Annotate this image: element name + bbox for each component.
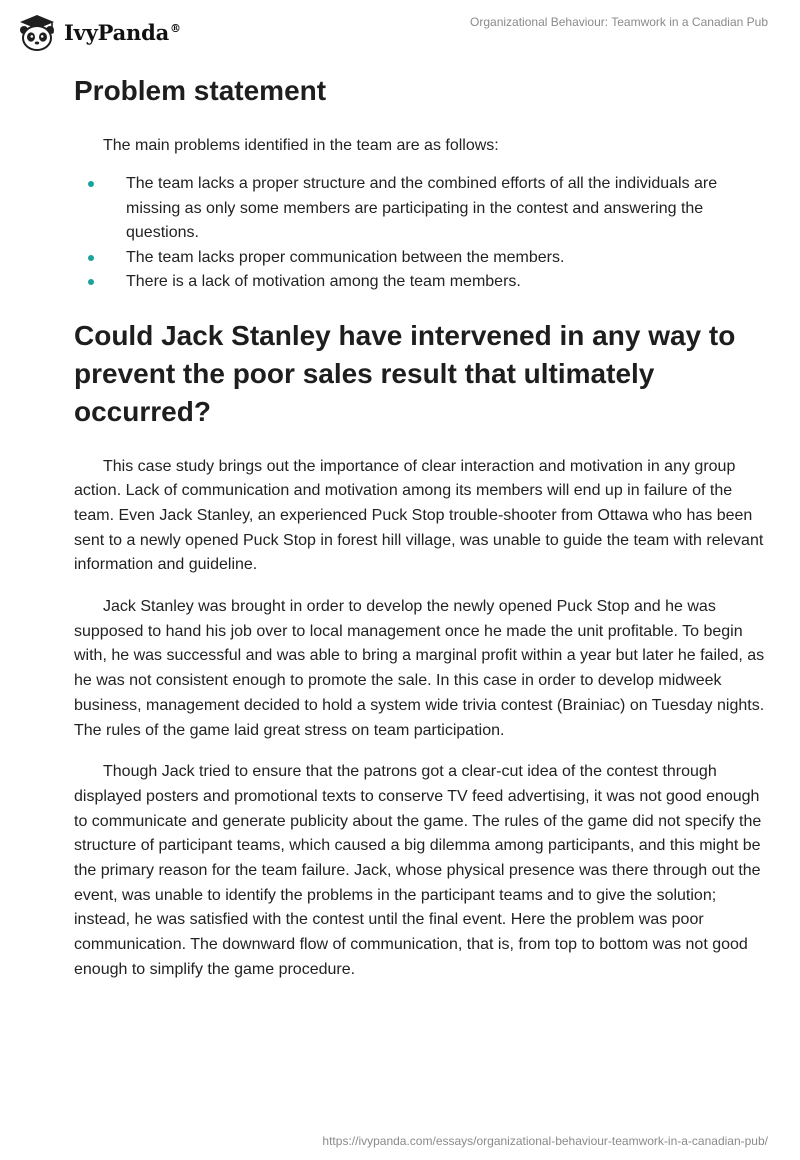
essay-content [74,70,766,983]
body-paragraph: Though Jack tried to ensure that the patrons got a clear-cut idea of the contest through displayed posters and promotional texts to conserve TV feed advertising, it was not good enough to communicate and generate publicity about the game. The rules of the game did not specify the structure of participant teams, which caused a big dilemma among participants, and this might be the primary reason for the team failure. Jack, whose physical presence was there through out the event, was unable to identify the problems in the participant teams and to give the solution; instead, he was satisfied with the contest until the final event. Here the problem was poor communication. The downward flow of communication, that is, from top to bottom was not good enough to simplify the game procedure. [74,763,762,978]
problem-list [74,172,766,295]
bullet-icon [88,181,94,187]
body-paragraph: Jack Stanley was brought in order to develop the newly opened Puck Stop and he was supposed to hand his job over to local management once he made the unit profitable. To begin with, he was successful and was able to bring a marginal profit within a year but later he failed, as he was not consistent enough to promote the sale. In this case in order to develop midweek business, management decided to hold a system wide trivia contest (Brainiac) on Tuesday nights. The rules of the game laid great stress on team participation. [74,598,765,739]
list-item [74,246,766,271]
section-heading-problem-statement: Problem statement [74,75,327,106]
bullet-icon [88,255,94,261]
section-heading-question: Could Jack Stanley have intervened in any way to prevent the poor sales result that ultimately occurred? [74,319,736,427]
panda-mascot-icon [14,12,60,52]
list-item-text: The team lacks proper communication between the members. [126,248,565,266]
brand-name: IvyPanda [64,19,170,45]
source-url[interactable]: https://ivypanda.com/essays/organizational-behaviour-teamwork-in-a-canadian-pub/ [322,1134,768,1148]
brand-wordmark [64,20,181,45]
problems-intro: The main problems identified in the team are as follows: [103,137,499,154]
ivypanda-logo[interactable] [14,10,181,54]
page-header-title: Organizational Behaviour: Teamwork in a Canadian Pub [470,15,768,29]
list-item [74,172,766,246]
list-item [74,270,766,295]
body-paragraph: This case study brings out the importance of clear interaction and motivation in any group action. Lack of communication and motivation among its members will end up in failure of the team. Even Jack Stanley, an experienced Puck Stop trouble-shooter from Ottawa who has been sent to a newly opened Puck Stop in forest hill village, was unable to guide the team with relevant information and guideline. [74,457,764,574]
bullet-icon [88,279,94,285]
registered-mark: ® [170,21,181,35]
list-item-text: The team lacks a proper structure and the combined efforts of all the individuals are missing as only some members are participating in the contest and answering the questions. [126,175,718,241]
list-item-text: There is a lack of motivation among the team members. [126,273,521,290]
